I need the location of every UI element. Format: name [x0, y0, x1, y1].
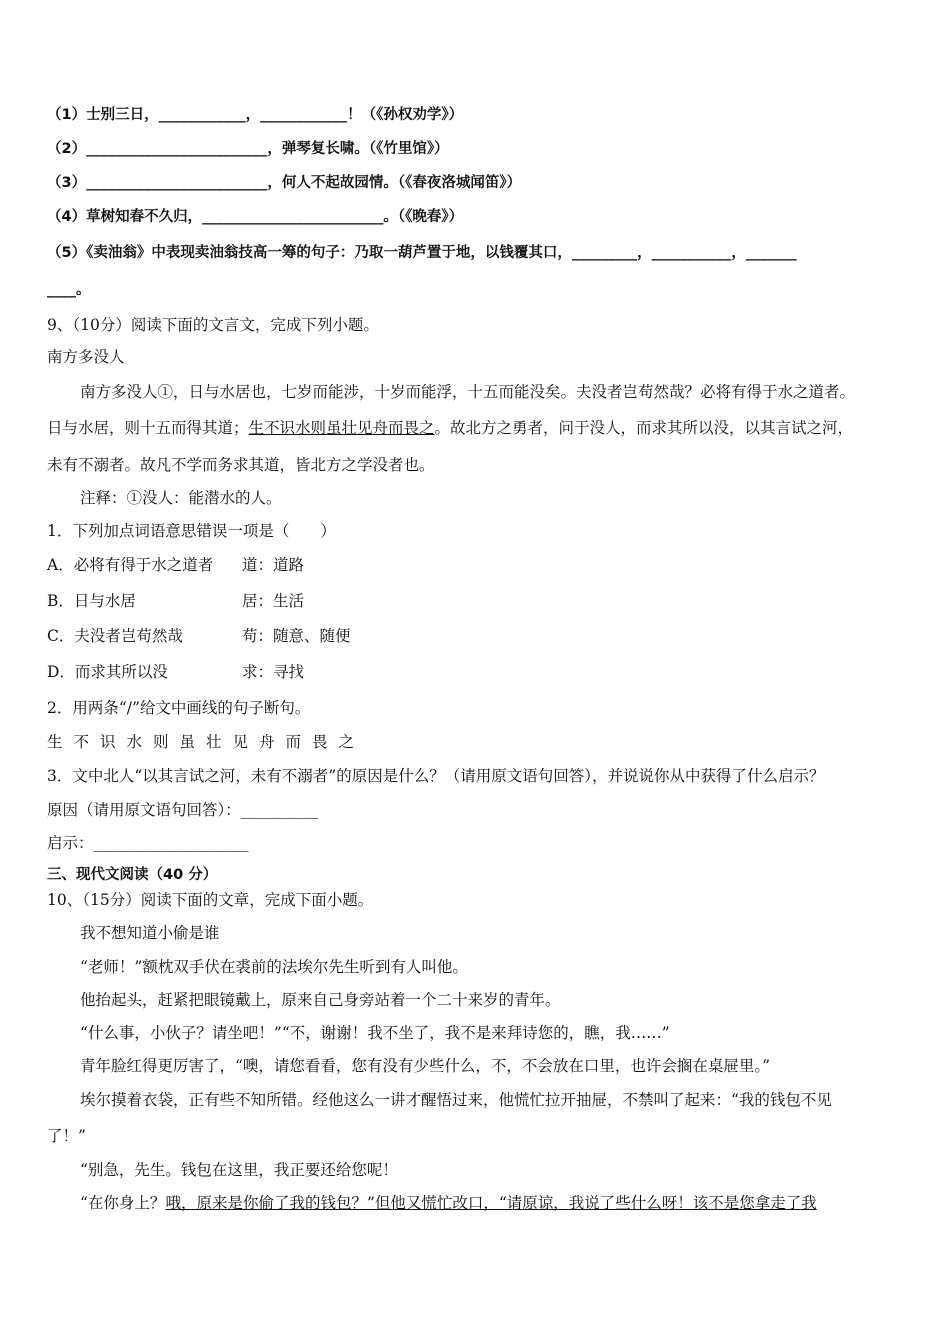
option-c-right: 苟：随意、随便 [242, 627, 351, 645]
reason-answer-line: 原因（请用原文语句回答）：__________ [47, 801, 319, 819]
article-title: 我不想知道小偷是谁 [80, 924, 220, 942]
q9-intro: 9、（10分）阅读下面的文言文，完成下列小题。 [47, 316, 379, 334]
q8-line-3: （3）_________________________，何人不起故园情。（《春夜洛城闻笛》） [47, 175, 522, 191]
article-paragraph-5: 埃尔摸着衣袋，正有些不知所错。经他这么一讲才醒悟过来，他慌忙拉开抽屉，不禁叫了起来：“我的钱包不见 [80, 1091, 832, 1109]
article-paragraph-1: “老师！”额枕双手伏在裘前的法埃尔先生听到有人叫他。 [80, 958, 468, 976]
q9-title: 南方多没人 [47, 348, 125, 366]
q9-note: 注释：①没人：能潜水的人。 [80, 489, 282, 507]
sub-question-1: 1．下列加点词语意思错误一项是（ ） [47, 522, 336, 540]
inspiration-answer-line: 启示：____________________ [47, 834, 249, 852]
article-paragraph-5-cont: 了！” [47, 1127, 86, 1145]
sub-question-2: 2．用两条“/”给文中画线的句子断句。 [47, 699, 311, 717]
article-paragraph-3: “什么事，小伙子？请坐吧！”“不，谢谢！我不坐了，我不是来拜诗您的，瞧，我……” [80, 1024, 670, 1042]
option-d-left: D．而求其所以没 [47, 663, 168, 681]
article-paragraph-6: “别急，先生。钱包在这里，我正要还给您呢！ [80, 1161, 398, 1179]
option-b-left: B．日与水居 [47, 592, 136, 610]
section-3-heading: 三、现代文阅读（40 分） [47, 867, 218, 883]
q8-line-4: （4）草树知春不久归，_________________________。（《晚春》） [47, 209, 464, 225]
q8-line-5b: ____。 [47, 282, 91, 298]
option-b-right: 居：生活 [242, 592, 305, 610]
article-paragraph-7 [80, 1191, 817, 1213]
q8-line-5: （5）《卖油翁》中表现卖油翁技高一筹的句子：乃取一葫芦置于地，以钱覆其口，_________，___________，_______ [47, 245, 797, 261]
underlined-sentence: 生不识水则虽壮见舟而畏之 [248, 419, 435, 437]
q9-paragraph-2-end: 。故北方之勇者，问于没人，而求其所以没，以其言试之河， [434, 419, 854, 437]
article-paragraph-4: 青年脸红得更厉害了，“噢，请您看看，您有没有少些什么，不，不会放在口里，也许会搁在桌屉里。” [80, 1057, 771, 1075]
q9-paragraph-1: 南方多没人①，日与水居也，七岁而能涉，十岁而能浮，十五而能没矣。夫没者岂苟然哉？必将有得于水之道者。 [80, 383, 856, 401]
sentence-to-punctuate: 生不识水则虽壮见舟而畏之 [47, 733, 366, 751]
sub-question-3: 3．文中北人“以其言试之河，未有不溺者”的原因是什么？（请用原文语句回答），并说说你从中获得了什么启示？ [47, 767, 825, 785]
article-paragraph-7-start: “在你身上？ [80, 1194, 166, 1212]
option-a-right: 道：道路 [242, 556, 305, 574]
option-d-right: 求：寻找 [242, 663, 305, 681]
q8-line-1: （1）士别三日，____________，____________！（《孙权劝学》） [47, 107, 464, 123]
q10-intro: 10、（15分）阅读下面的文章，完成下面小题。 [47, 891, 374, 909]
article-underlined-text: 哦，原来是你偷了我的钱包？”但他又慌忙改口，“请原谅，我说了些什么呀！该不是您拿走了我 [165, 1194, 817, 1212]
q9-paragraph-3: 未有不溺者。故凡不学而务求其道，皆北方之学没者也。 [47, 456, 435, 474]
option-a-left: A．必将有得于水之道者 [47, 556, 214, 574]
q9-paragraph-2-start: 日与水居，则十五而得其道； [47, 419, 249, 437]
option-c-left: C．夫没者岂苟然哉 [47, 627, 183, 645]
q9-paragraph-2 [47, 416, 853, 438]
article-paragraph-2: 他抬起头，赶紧把眼镜戴上，原来自己身旁站着一个二十来岁的青年。 [80, 991, 561, 1009]
q8-line-2: （2）_________________________，弹琴复长啸。（《竹里馆》） [47, 141, 449, 157]
